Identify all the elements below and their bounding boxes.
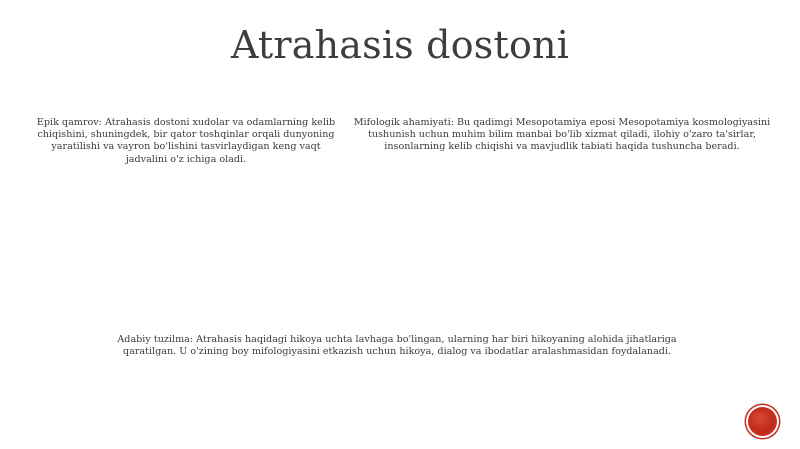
next-slide-button[interactable] — [748, 407, 777, 436]
paragraph-mythological-significance: Mifologik ahamiyati: Bu qadimgi Mesopotamiya eposi Mesopotamiya kosmologiyasini tushunish uchun muhim bilim manbai bo'lib xizmat qiladi, ilohiy o'zaro ta'sirlar, insonlarning kelib chiqishi va mavjudlik tabiati haqida tushuncha beradi. — [353, 117, 771, 153]
slide-title: Atrahasis dostoni — [230, 23, 570, 67]
paragraph-epic-scope: Epik qamrov: Atrahasis dostoni xudolar va odamlarning kelib chiqishini, shuningdek, bir qator toshqinlar orqali dunyoning yaratilishi va vayron bo'lishini tasvirlaydigan keng vaqt jadvalini o'z ichiga oladi. — [36, 117, 336, 165]
paragraph-literary-structure: Adabiy tuzilma: Atrahasis haqidagi hikoya uchta lavhaga bo'lingan, ularning har biri hikoyaning alohida jihatlariga qaratilgan. U o'zining boy mifologiyasini etkazish uchun hikoya, dialog va ibodatlar aralashmasidan foydalanadi. — [117, 334, 677, 358]
circle-button-icon — [751, 410, 774, 433]
